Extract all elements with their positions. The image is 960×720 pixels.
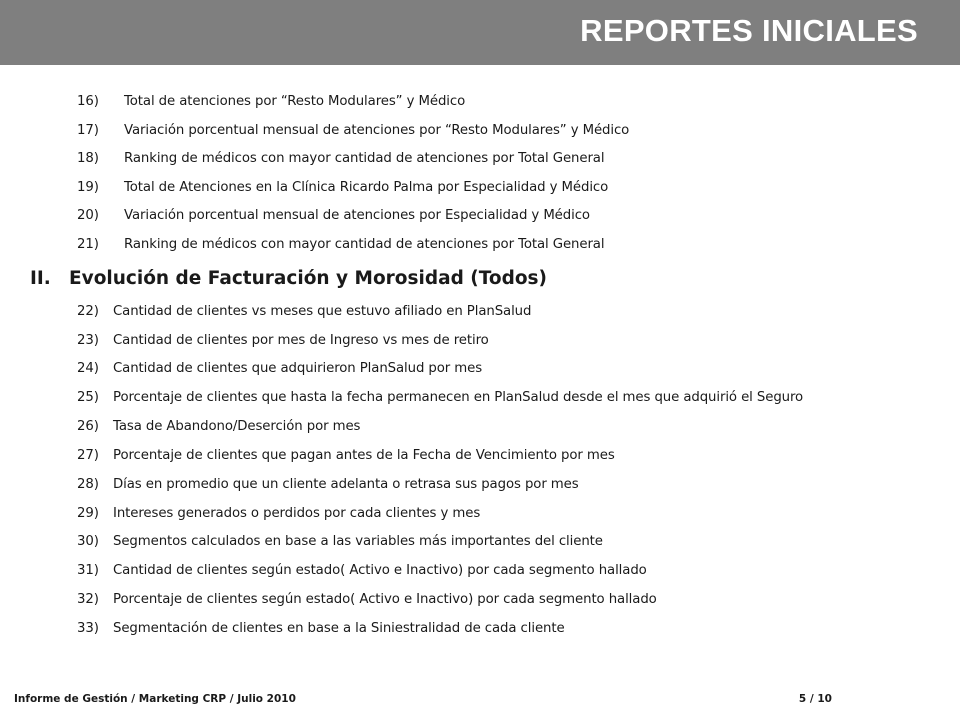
item-number: 18) — [77, 151, 99, 166]
item-text: Porcentaje de clientes que pagan antes de la Fecha de Vencimiento por mes — [113, 448, 615, 463]
item-number: 19) — [77, 180, 99, 195]
item-number: 30) — [77, 534, 99, 549]
section-heading — [30, 268, 547, 289]
item-text: Segmentación de clientes en base a la Siniestralidad de cada cliente — [113, 621, 565, 636]
page-title: REPORTES INICIALES — [580, 13, 918, 48]
item-text: Ranking de médicos con mayor cantidad de atenciones por Total General — [124, 237, 605, 252]
item-number: 26) — [77, 419, 99, 434]
item-text: Cantidad de clientes según estado( Activo e Inactivo) por cada segmento hallado — [113, 563, 647, 578]
item-number: 31) — [77, 563, 99, 578]
item-number: 17) — [77, 123, 99, 138]
section-title: Evolución de Facturación y Morosidad (Todos) — [69, 268, 547, 289]
item-number: 33) — [77, 621, 99, 636]
page-number: 5 / 10 — [798, 693, 832, 705]
item-text: Porcentaje de clientes según estado( Activo e Inactivo) por cada segmento hallado — [113, 592, 657, 607]
item-text: Variación porcentual mensual de atenciones por “Resto Modulares” y Médico — [124, 123, 630, 138]
section-roman-numeral: II. — [30, 268, 51, 289]
item-number: 22) — [77, 304, 99, 319]
item-text: Segmentos calculados en base a las variables más importantes del cliente — [113, 534, 603, 549]
item-text: Total de Atenciones en la Clínica Ricardo Palma por Especialidad y Médico — [124, 180, 609, 195]
item-number: 27) — [77, 448, 99, 463]
item-number: 20) — [77, 208, 99, 223]
item-number: 16) — [77, 94, 99, 109]
item-text: Intereses generados o perdidos por cada clientes y mes — [113, 506, 481, 521]
item-text: Porcentaje de clientes que hasta la fecha permanecen en PlanSalud desde el mes que adquirió el Seguro — [113, 390, 804, 405]
item-text: Días en promedio que un cliente adelanta o retrasa sus pagos por mes — [113, 477, 579, 492]
item-number: 25) — [77, 390, 99, 405]
item-number: 24) — [77, 361, 99, 376]
item-number: 28) — [77, 477, 99, 492]
item-text: Total de atenciones por “Resto Modulares” y Médico — [124, 94, 466, 109]
item-number: 21) — [77, 237, 99, 252]
item-text: Cantidad de clientes por mes de Ingreso vs mes de retiro — [113, 333, 489, 348]
item-text: Cantidad de clientes vs meses que estuvo afiliado en PlanSalud — [113, 304, 532, 319]
item-text: Variación porcentual mensual de atenciones por Especialidad y Médico — [124, 208, 590, 223]
header-bar — [0, 0, 960, 65]
item-number: 29) — [77, 506, 99, 521]
item-text: Cantidad de clientes que adquirieron PlanSalud por mes — [113, 361, 483, 376]
item-number: 23) — [77, 333, 99, 348]
footer-caption: Informe de Gestión / Marketing CRP / Julio 2010 — [14, 693, 296, 705]
item-number: 32) — [77, 592, 99, 607]
item-text: Ranking de médicos con mayor cantidad de atenciones por Total General — [124, 151, 605, 166]
item-text: Tasa de Abandono/Deserción por mes — [113, 419, 361, 434]
